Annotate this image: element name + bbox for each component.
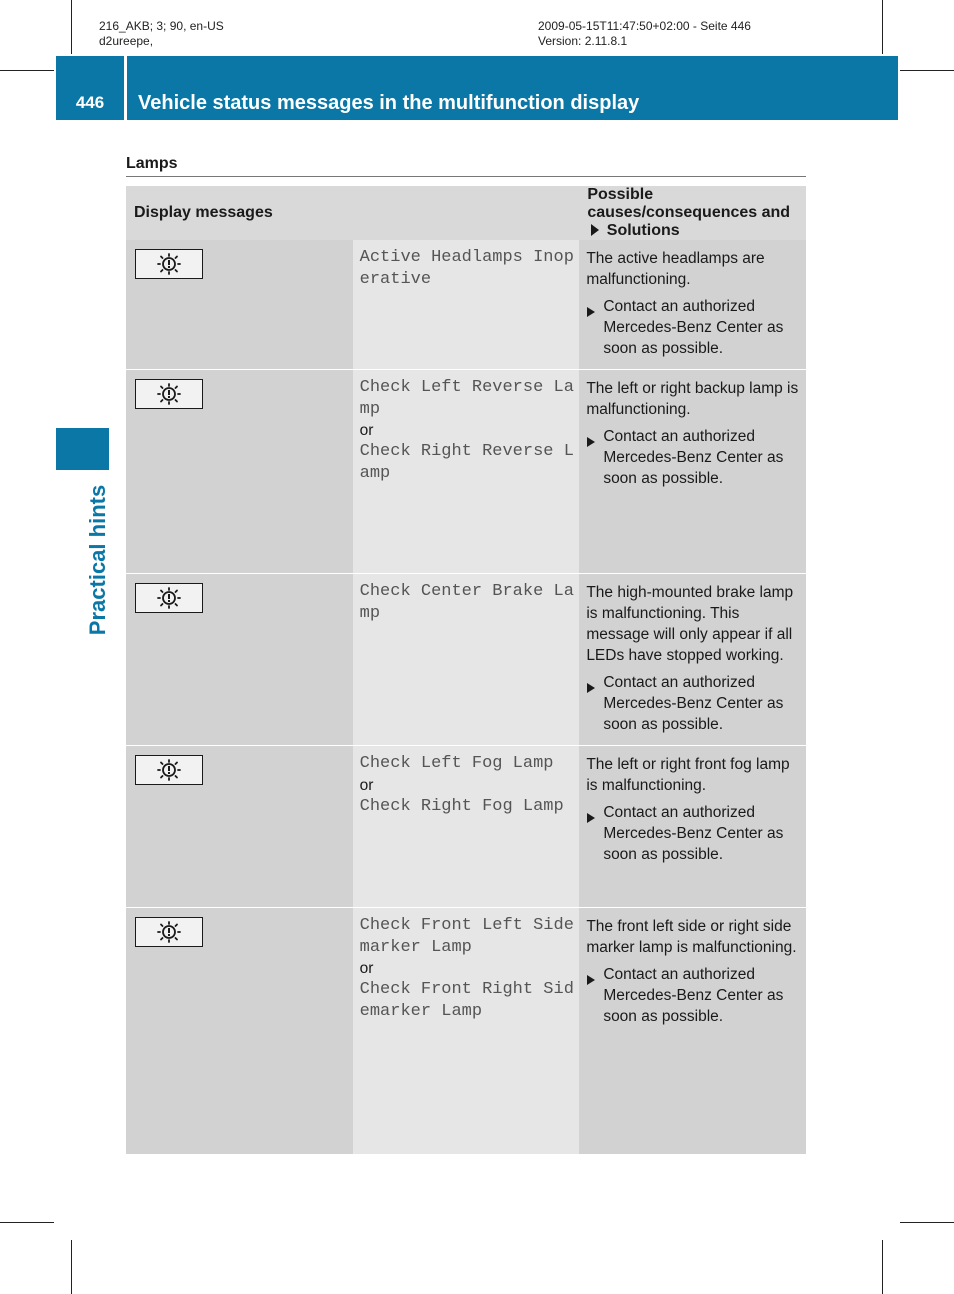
icon-cell [126, 574, 353, 746]
display-message: Check Right Fog Lamp [359, 796, 564, 816]
solution-text: Contact an authorized Mercedes-Benz Center as soon as possible. [603, 298, 784, 357]
page-number: 446 [75, 93, 105, 112]
col-header-solutions-text: Solutions [606, 222, 680, 239]
cause-text: The active headlamps are malfunctioning. [586, 250, 765, 288]
solution-text: Contact an authorized Mercedes-Benz Center as soon as possible. [603, 804, 784, 863]
or-separator: or [359, 776, 374, 794]
solution-step [586, 296, 799, 359]
or-separator: or [359, 960, 374, 977]
lamp-warning-icon [135, 583, 203, 613]
arrow-right-icon [587, 808, 595, 829]
message-cell [353, 908, 580, 1155]
message-cell [353, 746, 580, 908]
display-message: Check Front Left Sidemarker Lamp [359, 916, 574, 957]
print-meta-left [99, 19, 224, 49]
message-cell [353, 240, 580, 370]
solution-cell [579, 574, 806, 746]
col-header-causes [579, 186, 806, 240]
display-message: Check Front Right Sidemarker Lamp [359, 980, 574, 1021]
solution-cell [579, 240, 806, 370]
lamp-warning-icon [135, 379, 203, 409]
solution-step [586, 802, 799, 865]
solution-step [586, 964, 799, 1027]
solution-text: Contact an authorized Mercedes-Benz Center as soon as possible. [603, 966, 784, 1025]
solution-text: Contact an authorized Mercedes-Benz Center as soon as possible. [603, 428, 784, 487]
print-meta-right [538, 19, 751, 49]
table-header-row [126, 186, 806, 240]
cause-text: The left or right front fog lamp is malfunctioning. [586, 756, 790, 794]
print-meta-left-line1: 216_AKB; 3; 90, en-US [99, 19, 224, 33]
crop-mark [882, 0, 883, 54]
side-tab-label: Practical hints [85, 484, 110, 636]
arrow-right-icon [590, 224, 600, 236]
section-rule [126, 176, 806, 177]
message-cell [353, 574, 580, 746]
lamp-warning-icon [135, 249, 203, 279]
header-divider [124, 56, 127, 120]
solution-step [586, 672, 799, 735]
lamp-warning-icon [135, 755, 203, 785]
solution-text: Contact an authorized Mercedes-Benz Center as soon as possible. [603, 674, 784, 733]
display-message: Check Center Brake Lamp [359, 582, 574, 623]
icon-cell [126, 370, 353, 574]
arrow-right-icon [587, 678, 595, 699]
arrow-right-icon [587, 432, 595, 453]
crop-mark [0, 70, 54, 71]
display-message: Check Left Fog Lamp [359, 754, 554, 773]
col-header-causes-text: Possible causes/consequences and [587, 186, 791, 221]
icon-cell [126, 908, 353, 1155]
table-row [126, 370, 806, 574]
arrow-right-icon [587, 302, 595, 323]
icon-cell [126, 746, 353, 908]
display-message: Check Right Reverse Lamp [359, 442, 574, 483]
cause-text: The left or right backup lamp is malfunctioning. [586, 380, 799, 418]
section-title: Lamps [126, 155, 178, 172]
solution-cell [579, 908, 806, 1155]
cause-text: The high-mounted brake lamp is malfunctioning. This message will only appear if all LEDs have stopped working. [586, 584, 794, 664]
print-meta-right-line1: 2009-05-15T11:47:50+02:00 - Seite 446 [538, 19, 751, 33]
table-row [126, 908, 806, 1155]
page-header [56, 56, 898, 120]
section-tab [56, 428, 109, 470]
table-row [126, 240, 806, 370]
col-header-display: Display messages [126, 186, 579, 240]
crop-mark [71, 1240, 72, 1294]
message-cell [353, 370, 580, 574]
icon-cell [126, 240, 353, 370]
display-message: Active Headlamps Inoperative [359, 248, 574, 289]
print-meta-right-line2: Version: 2.11.8.1 [538, 34, 628, 48]
solution-step [586, 426, 799, 489]
display-message: Check Left Reverse Lamp [359, 378, 574, 419]
solution-cell [579, 746, 806, 908]
table-row [126, 746, 806, 908]
lamps-table [126, 186, 806, 1155]
print-meta-left-line2: d2ureepe, [99, 34, 154, 48]
or-separator: or [359, 422, 374, 439]
crop-mark [71, 0, 72, 54]
crop-mark [882, 1240, 883, 1294]
crop-mark [900, 70, 954, 71]
solution-cell [579, 370, 806, 574]
lamp-warning-icon [135, 917, 203, 947]
cause-text: The front left side or right side marker lamp is malfunctioning. [586, 918, 797, 956]
crop-mark [900, 1222, 954, 1223]
table-row [126, 574, 806, 746]
crop-mark [0, 1222, 54, 1223]
arrow-right-icon [587, 970, 595, 991]
page-title: Vehicle status messages in the multifunction display [138, 92, 640, 114]
